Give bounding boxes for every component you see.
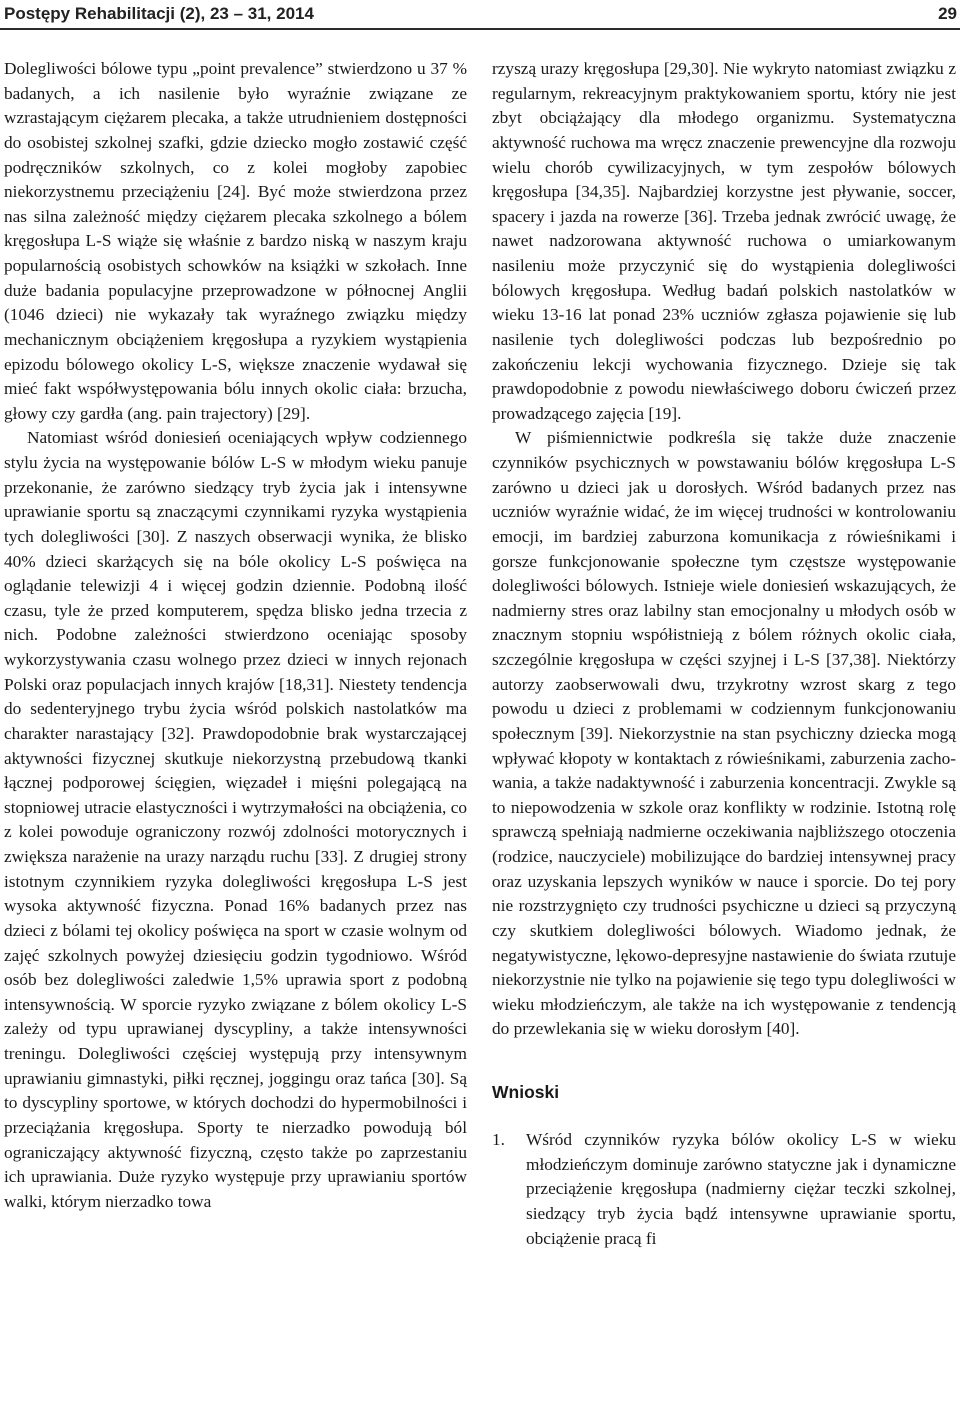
page-number: 29: [938, 4, 957, 23]
paragraph: rzyszą urazy kręgosłupa [29,30]. Nie wykryto natomiast związku z regularnym, rekreacyjnym praktykowaniem sportu, który nie jest zbyt obciążający dla młodego organizmu. Systematyczna aktywność ruchowa ma wręcz znaczenie prewencyjne dla rozwoju wielu chorób cywilizacyjnych, w tym zespołów bólowych kręgosłupa [34,35]. Najbardziej korzystne jest pływanie, soccer, spacery i jazda na rowerze [36]. Trzeba jednak zwrócić uwagę, że nawet nadzorowana aktywność ruchowa o umiarkowanym nasileniu może przyczynić się do wystąpienia dolegliwości bólowych kręgosłupa. Według badań polskich nastolatków w wieku 13-16 lat ponad 23% uczniów zgłasza pojawienie się lub nasilenie tych dolegliwości podczas lub bezpośrednio po zakończeniu lekcji wychowania fizycznego. Dzieje się tak prawdopodobnie z powodu niewłaściwego doboru ćwiczeń przez prowadzącego zajęcia [19].: [492, 59, 956, 423]
running-header: [0, 0, 960, 30]
paragraph: Dolegliwości bólowe typu „point prevalence” stwierdzono u 37 % badanych, a ich nasilenie było wyraźnie związane ze wzrastającym ciężarem plecaka, a także utrudnieniem dostępności do osobistej szkolnej szafki, gdzie dziecko mogło zostawić część podręczników szkolnych, co z kolei mogłoby zapobiec niekorzystnemu przeciążeniu [24]. Być może stwierdzona przez nas silna zależność między ciężarem plecaka szkolnego a bólem kręgosłupa L-S wiąże się właśnie z bardzo niską w naszym kraju popularnością osobistych schowków na książki w szkołach. Inne duże badania populacyjne przeprowadzone w północnej Anglii (1046 dzieci) nie wykazały tak wyraźnego związku między mechanicznym obciążeniem kręgosłupa a ryzykiem wystąpienia epizodu bólowego okolicy L-S, większe znaczenie wydawał się mieć fakt współwystępowania bólu innych okolic ciała: brzucha, głowy czy gardła (ang. pain trajectory) [29].: [4, 59, 467, 423]
paragraph: W piśmiennictwie podkreśla się także duże znaczenie czynników psychicznych w powstawaniu bólów kręgosłupa L-S zarówno u dzieci jak u dorosłych. Wśród badanych przez nas uczniów wyraźnie widać, że im więcej trudności w kontrolowaniu emocji, im bardziej zaburzona komunikacja z rówieśnikami i gorsze funkcjonowanie społeczne tym częstsze występowanie dolegliwości bólowych. Istnieje wiele doniesień wskazujących, że nadmierny stres oraz labilny stan emocjonalny u młodych osób w znacznym stopniu współistnieją z bólem różnych okolic ciała, szczególnie kręgosłupa w części szyjnej i L-S [37,38]. Niektórzy autorzy zaobserwowali dwu, trzykrotny wzrost skarg z tego powodu u dzieci z problemami w codziennym funkcjonowaniu społecznym [39]. Niekorzystnie na stan psychiczny dziecka mogą wpływać kłopoty w kontaktach z rówieśnikami, zaburzenia zachowania, a także nadaktywność i zaburzenia koncentracji. Zwykle są to niepowodzenia w szkole oraz konflikty w rodzinie. Istotną rolę sprawczą spełniają nadmierne oczekiwania najbliższego otoczenia (rodzice, nauczyciele) mobilizujące do bardziej intensywnej pracy oraz uzyskania lepszych wyników w nauce i sporcie. Do tej pory nie rozstrzygnięto czy trudności psychiczne u dzieci są przyczyną czy skutkiem dolegliwości bólowych. Wiadomo jednak, że negatywistyczne, lękowo-depresyjne nastawienie do świata rzutuje niekorzystnie nie tylko na pojawienie się tego typu dolegliwości w wieku młodzieńczym, ale także na ich występowanie z tendencją do przewlekania się w wieku dorosłym [40].: [492, 428, 956, 1039]
list-item-text: Wśród czynników ryzyka bólów okolicy L-S w wieku młodzieńczym dominuje zarówno statyczne jak i dynamiczne przeciążenie kręgosłupa (nadmierny ciężar teczki szkolnej, siedzący tryb życia bądź intensywne uprawianie sportu, obciążenie pracą fi: [526, 1130, 956, 1248]
left-column: [4, 57, 467, 1214]
journal-citation: Postępy Rehabilitacji (2), 23 – 31, 2014: [4, 4, 314, 23]
list-item-number: 1.: [492, 1130, 505, 1149]
right-column: [492, 57, 956, 1251]
conclusions-list: [492, 1128, 956, 1251]
section-heading-conclusions: Wnioski: [492, 1082, 560, 1102]
list-item: [492, 1128, 956, 1251]
paragraph: Natomiast wśród doniesień oceniających wpływ codziennego stylu życia na występowanie bólów L-S w młodym wieku panuje przekonanie, że zarówno siedzący tryb życia jak i intensywne uprawianie sportu są znaczącymi czynnikami ryzyka wystąpienia tych dolegliwości [30]. Z naszych obserwacji wynika, że blisko 40% dzieci skarżących się na bóle okolicy L-S poświęca na oglądanie telewizji 4 i więcej godzin dziennie. Podobną ilość czasu, tyle że przed komputerem, spędza blisko jedna trzecia z nich. Podobne zależności stwierdzono oceniając sposoby wykorzystywania czasu wolnego przez dzieci w innych rejonach Polski oraz populacjach innych krajów [18,31]. Niestety tendencja do sedenteryjnego trybu życia wśród polskich nastolatków ma charakter narastający [32]. Prawdopodobnie brak wystarczającej aktywności fizycznej skutkuje niekorzystną przebudową tkanki łącznej podporowej ścięgien, więzadeł i mięśni polegającą na stopniowej utracie elastyczności i wytrzymałości na obciążenia, co z kolei powoduje ograniczony rozwój zdolności motorycznych i zwiększa narażenie na urazy narządu ruchu [33]. Z drugiej strony istotnym czynnikiem ryzyka dolegliwości kręgosłupa L-S jest wysoka aktywność fizyczna. Ponad 16% badanych przez nas dzieci z bólami tej okolicy poświęca na sport w czasie wolnym od zajęć szkolnych powyżej dziesięciu godzin tygodniowo. Wśród osób bez dolegliwości zaledwie 1,5% uprawia sport z podobną intensywnością. W sporcie ryzyko związane z bólem okolicy L-S zależy od typu uprawianej dyscypliny, a także intensywności treningu. Dolegliwości częściej występują przy intensywnym uprawianiu gimnastyki, piłki ręcznej, joggingu oraz tańca [30]. Są to dyscypliny sportowe, w których dochodzi do hypermobilności i przeciążania kręgosłupa. Sporty te nierzadko powodują ból ograniczający aktywność fizyczną, często także po zaprzestaniu ich uprawiania. Duże ryzyko występuje przy uprawianiu sportów walki, którym nierzadko towa: [4, 428, 467, 1211]
